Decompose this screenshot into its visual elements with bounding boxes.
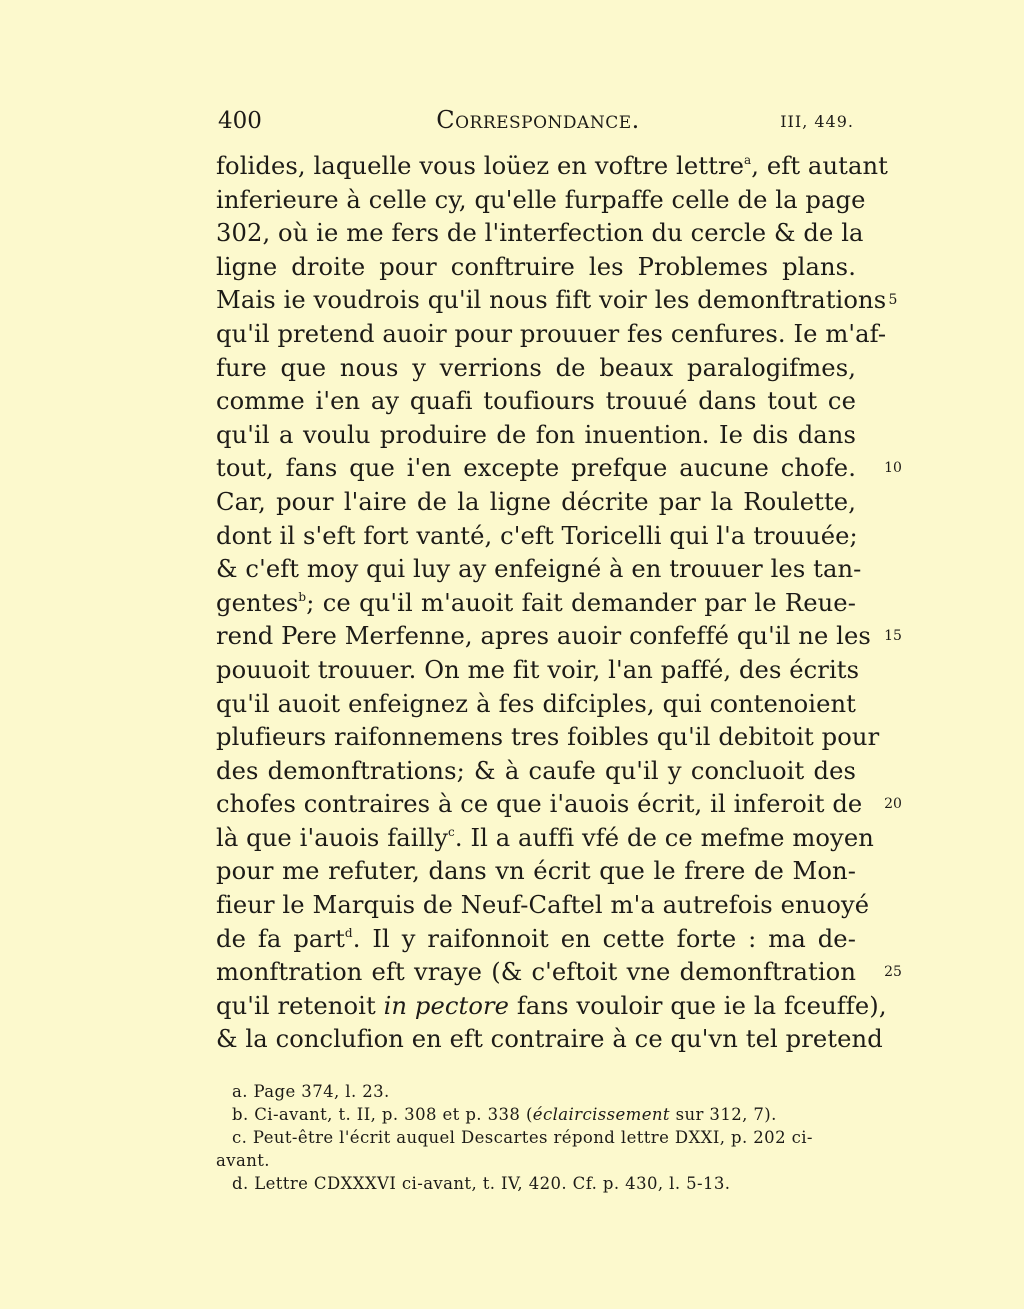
text-line	[216, 755, 856, 789]
page-number: 400	[218, 108, 262, 134]
text-line	[216, 688, 856, 722]
line-text-start: là que i'auois failly	[216, 823, 449, 852]
text-line	[216, 855, 856, 889]
text-line	[216, 352, 856, 386]
line-text: ligne droite pour conftruire les Problemes plans.	[216, 252, 856, 281]
margin-line-number: 25	[884, 964, 902, 981]
text-line	[216, 956, 856, 990]
line-text: inferieure à celle cy, qu'elle furpaffe celle de la page	[216, 185, 866, 214]
line-text: des demonftrations; & à caufe qu'il y concluoit des	[216, 756, 856, 785]
margin-line-number: 15	[884, 628, 902, 645]
text-line	[216, 990, 887, 1024]
line-text: pouuoit trouuer. On me fit voir, l'an paffé, des écrits	[216, 655, 860, 684]
footnote-c	[216, 1126, 856, 1172]
footnote-d	[216, 1172, 856, 1195]
text-line	[216, 419, 856, 453]
text-line	[216, 217, 864, 251]
line-text: qu'il auoit enfeignez à fes difciples, qui contenoient	[216, 689, 856, 718]
line-text-end: ; ce qu'il m'auoit fait demander par le Reue-	[306, 588, 856, 617]
text-line	[216, 318, 887, 352]
line-text: tout, fans que i'en excepte prefque aucune chofe.	[216, 454, 856, 483]
line-text-start: de fa part	[216, 924, 345, 953]
line-text: 302, où ie me fers de l'interfection du cercle & de la	[216, 219, 864, 248]
footnote-b-text-pre: b. Ci-avant, t. II, p. 308 et p. 338 (	[232, 1105, 533, 1124]
text-line	[216, 284, 887, 318]
running-title: Correspondance.	[436, 106, 640, 134]
line-text-end: . Il y raifonnoit en cette forte : ma de-	[352, 924, 856, 953]
text-line	[216, 923, 856, 957]
line-text: comme i'en ay quafi toufiours trouué dans tout ce	[216, 387, 856, 416]
line-text: monftration eft vraye (& c'eftoit vne demonftration	[216, 958, 856, 987]
line-text: plufieurs raifonnemens tres foibles qu'il debitoit pour	[216, 723, 880, 752]
line-text-start: folides, laquelle vous loüez en voftre lettre	[216, 152, 745, 180]
footnote-b-text-post: sur 312, 7).	[669, 1105, 777, 1124]
line-text: pour me refuter, dans vn écrit que le frere de Mon-	[216, 857, 856, 886]
text-line	[216, 654, 860, 688]
footnote-b-text-italic: éclaircissement	[532, 1105, 670, 1124]
text-line	[216, 486, 856, 520]
margin-line-number: 20	[884, 796, 902, 813]
italic-phrase: in pectore	[383, 991, 510, 1020]
text-line	[216, 1023, 883, 1057]
line-text: fure que nous y verrions de beaux paralogifmes,	[216, 353, 856, 382]
footnote-c-line-1: c. Peut-être l'écrit auquel Descartes répond lettre DXXI, p. 202 ci-	[232, 1128, 813, 1147]
line-text: chofes contraires à ce que i'auois écrit, il inferoit de	[216, 790, 863, 819]
text-line	[216, 889, 870, 923]
text-line	[216, 553, 862, 587]
line-text: fieur le Marquis de Neuf-Caftel m'a autrefois enuoyé	[216, 891, 870, 920]
footnote-c-line-2: avant.	[216, 1151, 270, 1170]
volume-reference: III, 449.	[780, 112, 854, 131]
line-text-end: . Il a auffi vfé de ce mefme moyen	[454, 823, 874, 852]
text-line	[216, 822, 874, 856]
text-line	[216, 385, 856, 419]
line-text: Mais ie voudrois qu'il nous fift voir les demonftrations	[216, 286, 887, 315]
text-line	[216, 788, 863, 822]
line-text-end: fans vouloir que ie la fceuffe),	[509, 991, 887, 1020]
line-text-start: gentes	[216, 588, 299, 617]
line-text: qu'il pretend auoir pour prouuer fes cenfures. Ie m'af-	[216, 319, 887, 348]
margin-line-number: 5	[888, 292, 898, 309]
line-text: & la conclufion en eft contraire à ce qu'vn tel pretend	[216, 1025, 883, 1054]
footnote-marker: d	[344, 925, 353, 940]
text-line	[216, 620, 871, 654]
line-text-start: qu'il retenoit	[216, 991, 384, 1020]
line-text: Car, pour l'aire de la ligne décrite par la Roulette,	[216, 487, 856, 516]
page-header	[218, 104, 858, 138]
footnote-marker: b	[298, 589, 307, 604]
footnote-d-text: d. Lettre CDXXXVI ci-avant, t. IV, 420. Cf. p. 430, l. 5-13.	[232, 1174, 731, 1193]
letter-body	[216, 150, 888, 1057]
text-line	[216, 520, 856, 554]
line-text: dont il s'eft fort vanté, c'eft Toricelli qui l'a trouuée;	[216, 521, 858, 550]
line-text-end: , eft autant	[751, 152, 888, 180]
footnote-b	[216, 1103, 856, 1126]
footnote-marker: a	[744, 153, 752, 167]
margin-line-number: 10	[884, 460, 902, 477]
footnote-marker: c	[448, 824, 455, 839]
footnotes	[216, 1080, 856, 1195]
text-line	[216, 452, 856, 486]
text-line	[216, 587, 856, 621]
text-line	[216, 150, 888, 184]
text-line	[216, 721, 880, 755]
footnote-a	[216, 1080, 856, 1103]
text-line	[216, 184, 866, 218]
line-text: qu'il a voulu produire de fon inuention. Ie dis dans	[216, 420, 856, 449]
text-line	[216, 251, 856, 285]
line-text: & c'eft moy qui luy ay enfeigné à en trouuer les tan-	[216, 555, 862, 584]
footnote-a-text: a. Page 374, l. 23.	[232, 1082, 390, 1101]
line-text: rend Pere Merfenne, apres auoir confeffé qu'il ne les	[216, 622, 871, 651]
